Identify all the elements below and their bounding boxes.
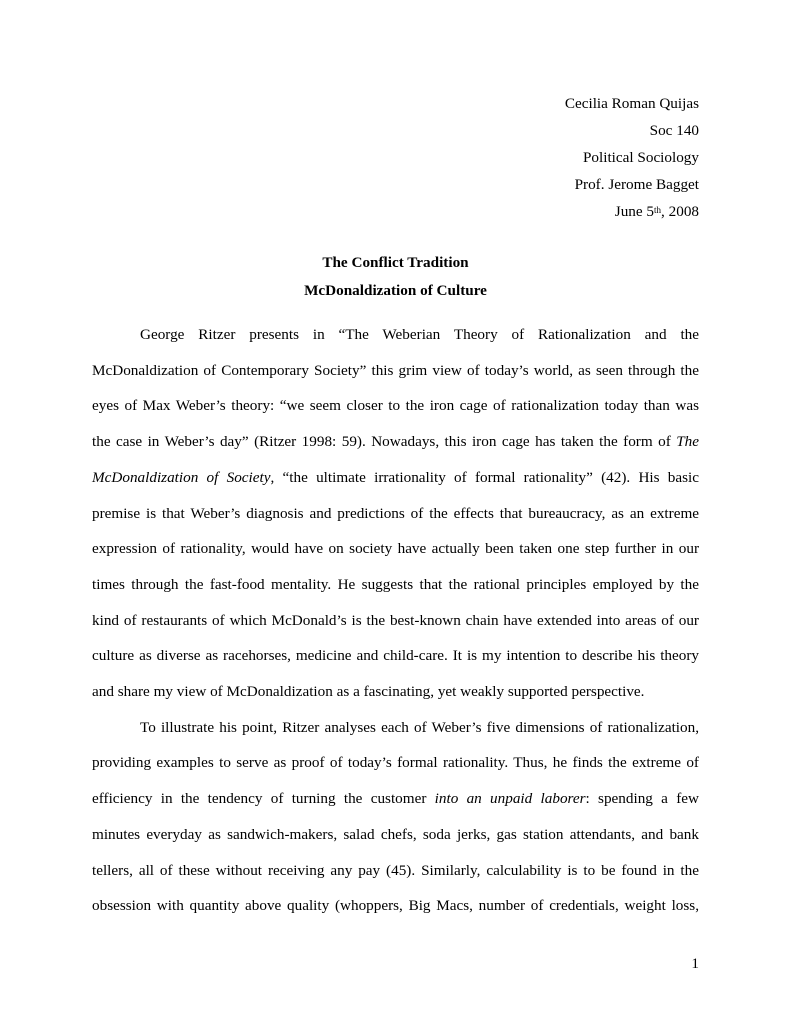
author-name: Cecilia Roman Quijas bbox=[564, 95, 699, 112]
date-superscript: th bbox=[654, 205, 662, 215]
paragraph-2-line-3 bbox=[92, 781, 699, 817]
main-title: The Conflict Tradition bbox=[322, 254, 469, 271]
paragraph-2-line-4: minutes everyday as sandwich-makers, salad chefs, soda jerks, gas station attendants, and bank bbox=[92, 825, 699, 843]
paragraph-2-line-1: To illustrate his point, Ritzer analyses each of Weber’s five dimensions of rationalization, bbox=[140, 718, 699, 736]
paragraph-2-line-2: providing examples to serve as proof of today’s formal rationality. Thus, he finds the extreme of bbox=[92, 754, 699, 772]
paragraph-1-line-10: culture as diverse as racehorses, medicine and child-care. It is my intention to describe his theory bbox=[92, 647, 699, 665]
paragraph-1-line-2: McDonaldization of Contemporary Society” this grim view of today’s world, as seen through the bbox=[92, 361, 699, 379]
title-block bbox=[0, 249, 791, 305]
paragraph-1-line-6: premise is that Weber’s diagnosis and predictions of the effects that bureaucracy, as an extreme bbox=[92, 504, 699, 522]
page-number: 1 bbox=[691, 955, 699, 972]
subtitle: McDonaldization of Culture bbox=[304, 282, 487, 299]
date-prefix: June 5 bbox=[614, 203, 655, 220]
paragraph-1-line-5 bbox=[92, 460, 699, 496]
essay-body bbox=[92, 317, 699, 924]
date-suffix: , 2008 bbox=[661, 203, 699, 220]
date bbox=[565, 198, 699, 225]
paragraph-2-line-5: tellers, all of these without receiving any pay (45). Similarly, calculability is to be found in the bbox=[92, 861, 699, 879]
book-title-part-2: McDonaldization of Society bbox=[92, 468, 271, 486]
paragraph-2-line-3-text-a: efficiency in the tendency of turning the customer bbox=[92, 790, 435, 808]
book-title-part-1: The bbox=[676, 433, 699, 451]
paragraph-1-line-11: and share my view of McDonaldization as a fascinating, yet weakly supported perspective. bbox=[92, 683, 645, 701]
paragraph-1-line-3: eyes of Max Weber’s theory: “we seem closer to the iron cage of rationalization today than was bbox=[92, 397, 699, 415]
course-title: Political Sociology bbox=[582, 149, 699, 166]
paragraph-1-line-5-text: , “the ultimate irrationality of formal rationality” (42). His basic bbox=[270, 468, 699, 486]
paragraph-1-line-8: times through the fast-food mentality. He suggests that the rational principles employed by the bbox=[92, 575, 699, 593]
italic-phrase: into an unpaid laborer bbox=[434, 790, 586, 808]
paragraph-1-line-1: George Ritzer presents in “The Weberian Theory of Rationalization and the bbox=[140, 326, 699, 343]
paragraph-1-line-4-text: the case in Weber’s day” (Ritzer 1998: 59). Nowadays, this iron cage has taken the form of bbox=[92, 433, 677, 451]
paragraph-1-line-7: expression of rationality, would have on society have actually been taken one step further in our bbox=[92, 540, 699, 558]
paragraph-1-line-4 bbox=[92, 424, 699, 460]
author-header bbox=[565, 90, 699, 225]
paragraph-1 bbox=[92, 317, 699, 710]
paragraph-2-line-6: obsession with quantity above quality (whoppers, Big Macs, number of credentials, weight loss, bbox=[92, 897, 699, 915]
paragraph-1-line-9: kind of restaurants of which McDonald’s is the best-known chain have extended into areas of our bbox=[92, 611, 699, 629]
professor-name: Prof. Jerome Bagget bbox=[574, 176, 699, 193]
paragraph-2-line-3-text-b: : spending a few bbox=[585, 790, 699, 808]
course-number: Soc 140 bbox=[649, 122, 699, 139]
paragraph-2 bbox=[92, 710, 699, 924]
